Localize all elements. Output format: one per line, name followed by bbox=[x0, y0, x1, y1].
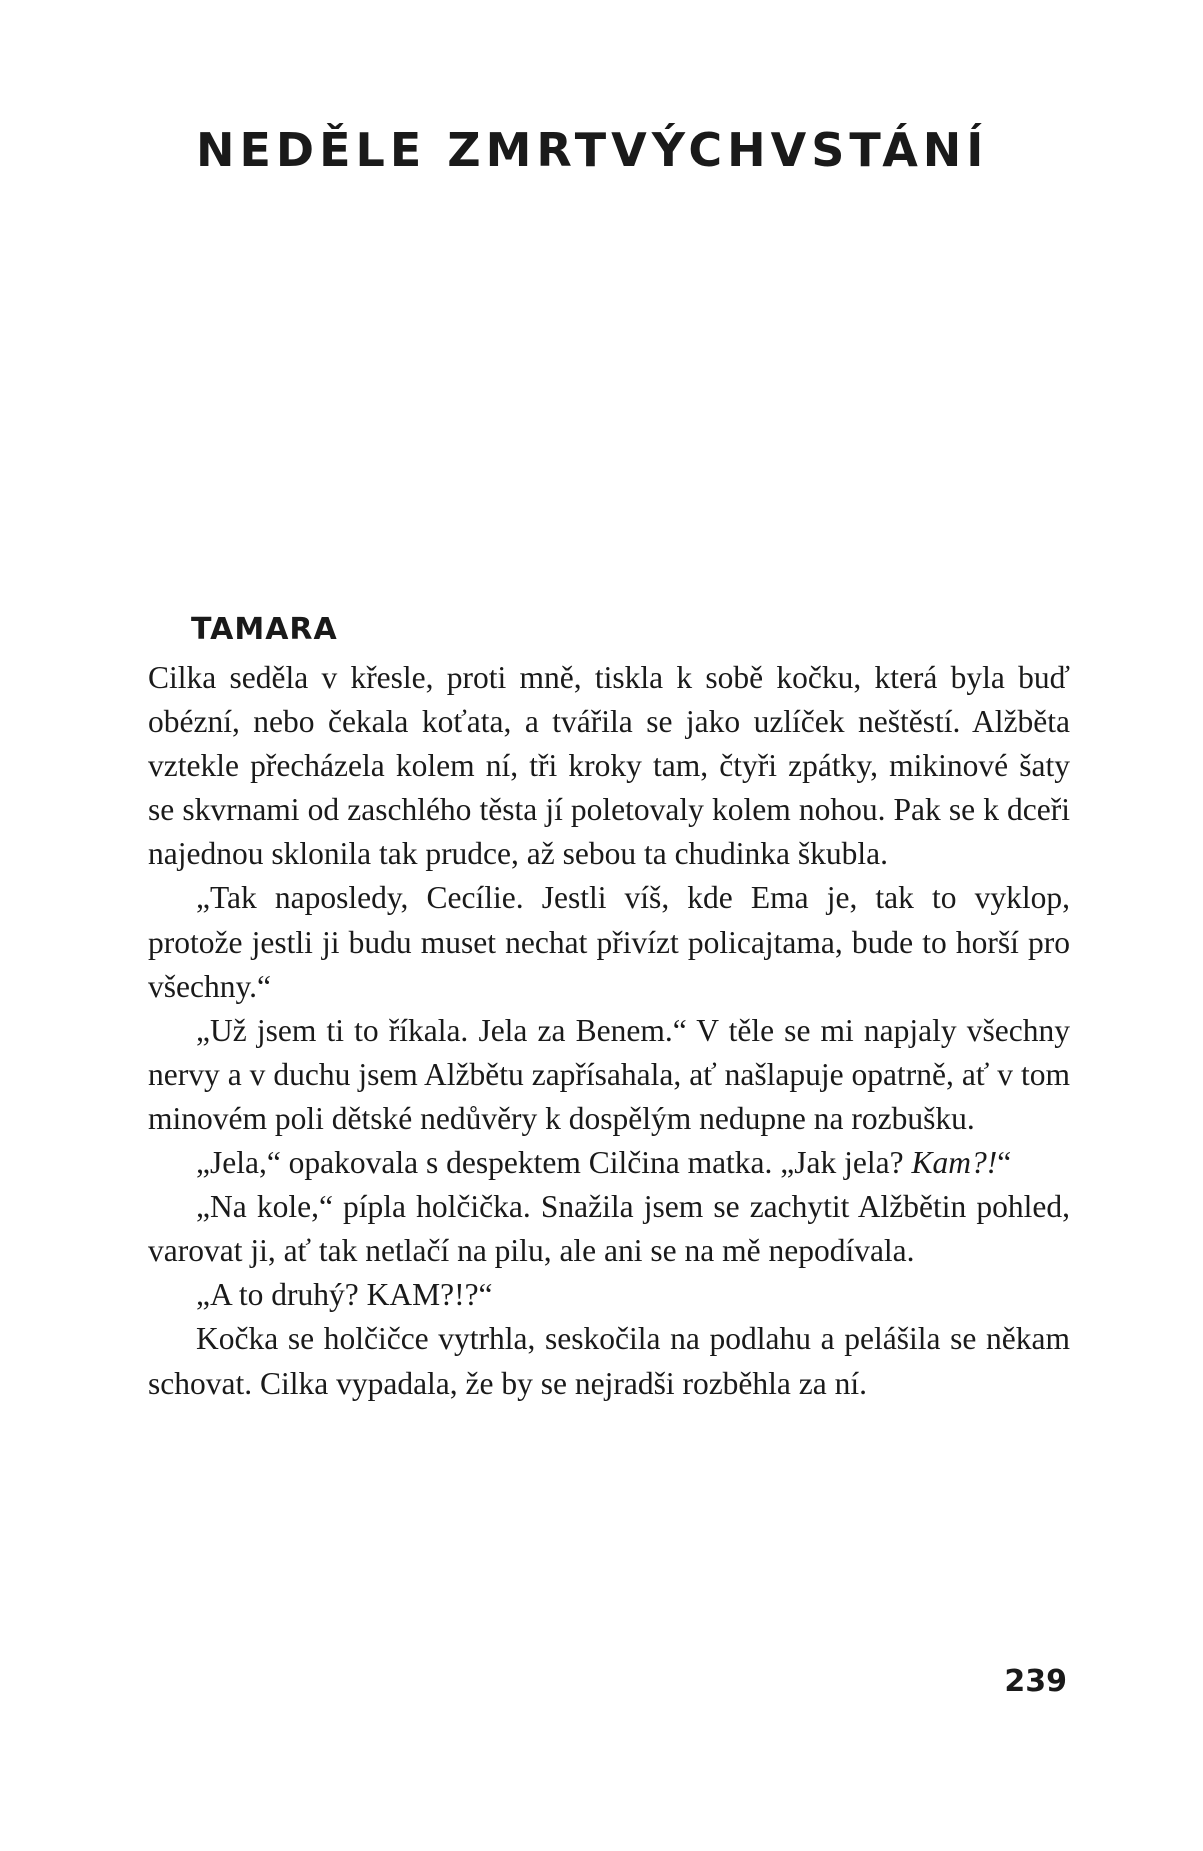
paragraph: Cilka seděla v křesle, proti mně, tiskla k sobě kočku, která byla buď obézní, nebo čekala koťata, a tvářila se jako uzlíček neštěstí. Alžběta vztekle přecházela kolem ní, tři kroky tam, čtyři zpátky, mikinové šaty se skvrnami od zaschlého těsta jí poletovaly kolem nohou. Pak se k dceři najednou sklonila tak prudce, až sebou ta chudinka škubla. bbox=[148, 660, 1070, 872]
page-number: 239 bbox=[1004, 1664, 1067, 1699]
section-heading: TAMARA bbox=[191, 612, 338, 647]
italic-exclamation: Kam?! bbox=[911, 1145, 998, 1181]
body-text bbox=[148, 656, 1070, 1406]
paragraph bbox=[148, 1141, 1070, 1185]
chapter-title: NEDĚLE ZMRTVÝCHVSTÁNÍ bbox=[196, 123, 989, 177]
paragraph: Kočka se holčičce vytrhla, seskočila na podlahu a pelášila se někam schovat. Cilka vypadala, že by se nejradši rozběhla za ní. bbox=[148, 1321, 1070, 1401]
paragraph: „Na kole,“ pípla holčička. Snažila jsem se zachytit Alžbětin pohled, varovat ji, ať tak netlačí na pilu, ale ani se na mě nepodívala. bbox=[148, 1189, 1070, 1269]
paragraph: „Už jsem ti to říkala. Jela za Benem.“ V těle se mi napjaly všechny nervy a v duchu jsem Alžbětu zapřísahala, ať našlapuje opatrně, ať v tom minovém poli dětské nedůvěry k dospělým nedupne na rozbušku. bbox=[148, 1012, 1070, 1136]
paragraph-text: „Jela,“ opakovala s despektem Cilčina matka. „Jak jela? bbox=[196, 1145, 904, 1181]
paragraph: „A to druhý? KAM?!?“ bbox=[196, 1277, 493, 1313]
paragraph: „Tak naposledy, Cecílie. Jestli víš, kde Ema je, tak to vyklop, protože jestli ji budu muset nechat přivízt policajtama, bude to horší pro všechny.“ bbox=[148, 880, 1070, 1004]
closing-quote: “ bbox=[997, 1145, 1012, 1181]
